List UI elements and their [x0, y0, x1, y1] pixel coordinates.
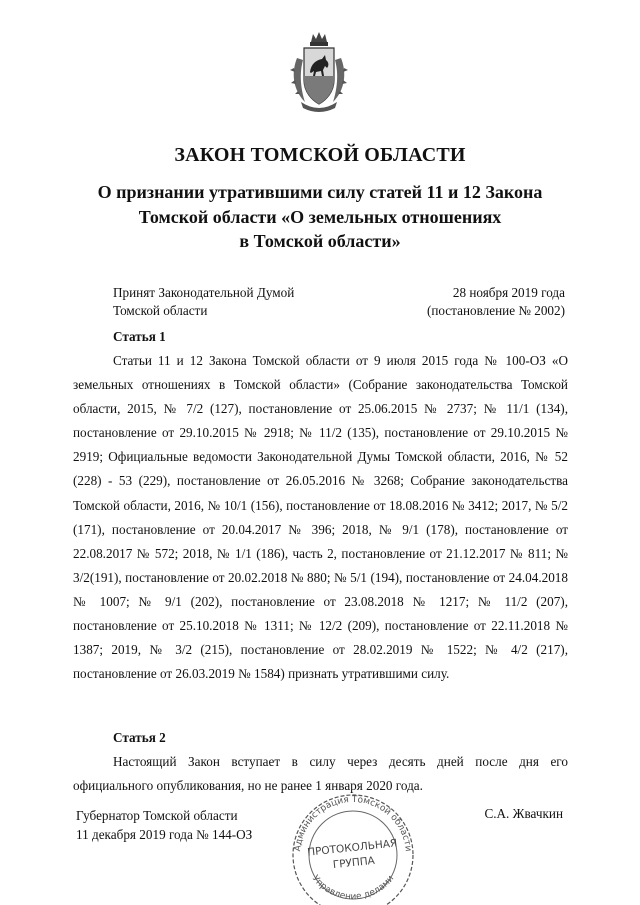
law-title: ЗАКОН ТОМСКОЙ ОБЛАСТИ: [174, 144, 466, 166]
adopted-by: [113, 284, 294, 320]
resolution-number: (постановление № 2002): [426, 303, 565, 318]
subtitle-line: Томской области «О земельных отношениях: [138, 206, 502, 227]
adopted-by-line: Томской области: [113, 303, 208, 318]
adoption-date: [427, 284, 565, 320]
subtitle-line: в Томской области»: [239, 231, 401, 251]
stamp-outer-top-text: Администрация Томской области: [293, 794, 413, 853]
stamp-outer-bottom-text: Управление делами: [309, 873, 397, 903]
adoption-date-line: 28 ноября 2019 года: [452, 285, 565, 300]
governor-title: Губернатор Томской области: [76, 808, 238, 823]
coat-of-arms-icon: [289, 28, 349, 112]
governor-name: С.А. Жвачкин: [484, 806, 563, 821]
stamp-center-line: ПРОТОКОЛЬНАЯ: [306, 837, 398, 859]
article-2-heading: Статья 2: [113, 730, 166, 745]
official-stamp: [286, 793, 420, 905]
stamp-center-line: ГРУППА: [332, 854, 376, 872]
law-subtitle: [0, 180, 640, 254]
article-1-heading: Статья 1: [113, 329, 166, 344]
adopted-by-line: Принят Законодательной Думой: [113, 285, 295, 300]
law-date-number: 11 декабря 2019 года № 144-ОЗ: [76, 827, 253, 842]
article-1-text: Статьи 11 и 12 Закона Томской области от 9 июля 2015 года № 100-ОЗ «О земельных отношениях в Томской области» (Собрание законодательства Томской области, 2015, № 7/2 (127), постановление от 25.06.2015 № 2737; № 11/1 (134), постановление от 29.10.2015 № 2918; № 11/2 (135), постановление от 29.10.2015 № 2919; Официальные ведомости Законодательной Думы Томской области, 2016, № 52 (228) - 53 (229), постановление от 26.05.2016 № 3268; Собрание законодательства Томской области, 2016, № 10/1 (156), постановление от 18.08.2016 № 3412; 2017, № 5/2 (171), постановление от 20.04.2017 № 396; 2018, № 9/1 (178), постановление от 22.08.2017 № 572; 2018, № 1/1 (186), часть 2, постановление от 21.12.2017 № 811; № 3/2(191), постановление от 20.02.2018 № 880; № 5/1 (194), постановление от 24.04.2018 № 1007; № 9/1 (202), постановление от 23.08.2018 № 1217; № 11/2 (207), постановление от 25.10.2018 № 1311; № 12/2 (209), постановление от 22.11.2018 № 1387; 2019, № 3/2 (215), постановление от 28.02.2019 № 1522; № 4/2 (217), постановление от 26.03.2019 № 1584) признать утратившими силу.: [73, 353, 568, 682]
article-2-text: Настоящий Закон вступает в силу через десять дней после дня его официального опубликования, но не ранее 1 января 2020 года.: [73, 754, 568, 794]
signature-block: [76, 806, 252, 844]
subtitle-line: О признании утратившими силу статей 11 и 12 Закона: [97, 182, 543, 202]
